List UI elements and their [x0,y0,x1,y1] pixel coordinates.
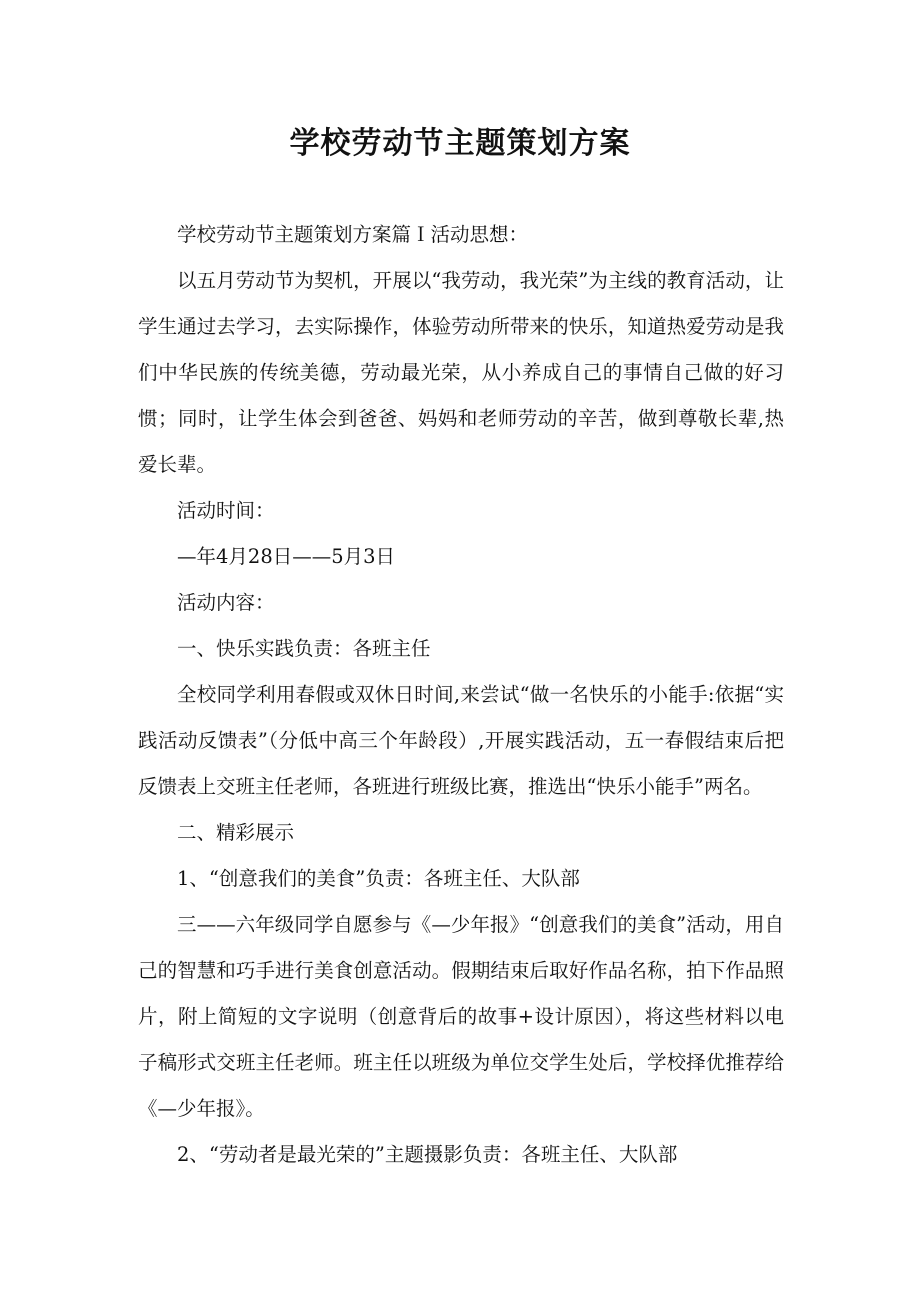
paragraph-item-two-heading: 二、精彩展示 [177,821,295,844]
paragraph-subitem-one-body: 三——六年级同学自愿参与《—少年报》“创意我们的美食”活动，用自己的智慧和巧手进行美食创意活动。假期结束后取好作品名称，拍下作品照片，附上简短的文字说明（创意背后的故事+设计原因），将这些材料以电子稿形式交班主任老师。班主任以班级为单位交学生处后，学校择优推荐给《—少年报》。 [138,913,784,1120]
paragraph-item-one-heading: 一、快乐实践负责：各班主任 [177,637,431,660]
document-title: 学校劳动节主题策划方案 [289,126,631,161]
paragraph-activity-content-label: 活动内容： [177,591,275,614]
paragraph-subitem-one-heading: 1、“创意我们的美食”负责：各班主任、大队部 [177,867,580,890]
paragraph-subitem-two-heading: 2、“劳动者是最光荣的”主题摄影负责：各班主任、大队部 [177,1143,678,1166]
paragraph-section-heading: 学校劳动节主题策划方案篇Ｉ活动思想： [177,223,529,246]
document-body [138,212,784,1178]
paragraph-activity-idea: 以五月劳动节为契机，开展以“我劳动，我光荣”为主线的教育活动，让学生通过去学习，去实际操作，体验劳动所带来的快乐，知道热爱劳动是我们中华民族的传统美德，劳动最光荣，从小养成自己的事情自己做的好习惯；同时，让学生体会到爸爸、妈妈和老师劳动的辛苦，做到尊敬长辈,热爱长辈。 [138,269,784,476]
paragraph-item-one-body: 全校同学利用春假或双休日时间,来尝试“做一名快乐的小能手:依据“实践活动反馈表”（分低中高三个年龄段）,开展实践活动，五一春假结束后把反馈表上交班主任老师，各班进行班级比赛，推选出“快乐小能手”两名。 [138,683,784,798]
paragraph-activity-time-value: —年4月28日——5月3日 [177,545,396,568]
paragraph-activity-time-label: 活动时间： [177,499,275,522]
